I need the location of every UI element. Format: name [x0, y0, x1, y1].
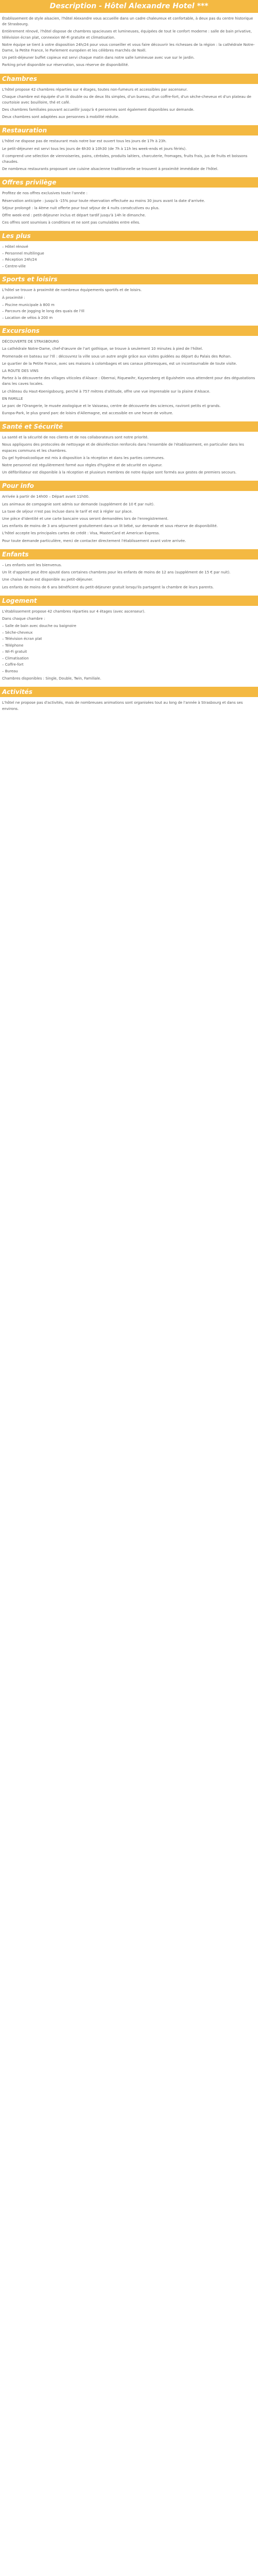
list-item: – Les enfants sont les bienvenus. [2, 563, 256, 568]
section-paragraph: La taxe de séjour n'est pas incluse dans le tarif et est à régler sur place. [2, 509, 133, 514]
section-title: Les plus [0, 231, 258, 241]
section-paragraph: Profitez de nos offres exclusives toute l'année : [2, 191, 88, 196]
intro-paragraph: Parking privé disponible sur réservation, sous réserve de disponibilité. [2, 63, 129, 67]
section-paragraph: Les enfants de moins de 6 ans bénéficient du petit-déjeuner gratuit lorsqu'ils partagent la chambre de leurs parents. [2, 585, 214, 589]
section-paragraph: Une pièce d'identité et une carte bancaire vous seront demandées lors de l'enregistrement. [2, 516, 169, 521]
list-item: – Sèche-cheveux [2, 630, 256, 636]
list-item: – Hôtel rénové [2, 244, 256, 250]
section-list [2, 563, 256, 568]
section-paragraph: Europa-Park, le plus grand parc de loisirs d'Allemagne, est accessible en une heure de voiture. [2, 411, 173, 416]
section-content [0, 700, 258, 711]
section-content [0, 339, 258, 416]
section-title: Chambres [0, 74, 258, 84]
section-list [2, 623, 256, 674]
section-content [0, 87, 258, 121]
intro-paragraph: Établissement de style alsacien, l'hôtel Alexandre vous accueille dans un cadre chaleureux et confortable, à deux pas du centre historique de Strasbourg. [2, 16, 253, 27]
section-paragraph: EN FAMILLE [2, 396, 23, 401]
section-paragraph: Le petit-déjeuner est servi tous les jours de 6h30 à 10h30 (de 7h à 11h les week-ends et jours fériés). [2, 146, 187, 151]
section-title: Logement [0, 596, 258, 606]
page [0, 0, 258, 712]
section-paragraph: Promenade en bateau sur l'Ill : découvrez la ville sous un autre angle grâce aux visites guidées au départ du Palais des Rohan. [2, 354, 232, 359]
list-item: – Climatisation [2, 656, 256, 662]
section-paragraph: Chambres disponibles : Single, Double, Twin, Familiale. [2, 676, 102, 681]
section-paragraph: L'établissement propose 42 chambres réparties sur 4 étages (avec ascenseur). [2, 609, 146, 614]
list-item: – Personnel multilingue [2, 251, 256, 257]
sections [0, 74, 258, 712]
list-item: – Réception 24h/24 [2, 257, 256, 263]
section-content [0, 494, 258, 544]
section-paragraph: À proximité : [2, 295, 25, 300]
section-paragraph: Partez à la découverte des villages viticoles d'Alsace : Obernai, Riquewihr, Kaysersberg et Eguisheim vous attendent pour des dégustations dans les caves locales. [2, 376, 255, 386]
section-paragraph: Les animaux de compagnie sont admis sur demande (supplément de 10 € par nuit). [2, 502, 155, 506]
section-paragraph: Deux chambres sont adaptées aux personnes à mobilité réduite. [2, 115, 120, 120]
section-paragraph: Un défibrillateur est disponible à la réception et plusieurs membres de notre équipe sont formés aux gestes de premiers secours. [2, 470, 237, 475]
section-paragraph: LA ROUTE DES VINS [2, 368, 39, 373]
section-paragraph: Des chambres familiales pouvant accueillir jusqu'à 4 personnes sont également disponibles sur demande. [2, 108, 195, 112]
section-paragraph: Il comprend une sélection de viennoiseries, pains, céréales, produits laitiers, charcuterie, fromages, fruits frais, jus de fruits et boissons chaudes. [2, 154, 248, 164]
section-paragraph: L'hôtel accepte les principales cartes de crédit : Visa, MasterCard et American Express. [2, 531, 160, 536]
list-item: – Bureau [2, 669, 256, 674]
section-paragraph: L'hôtel se trouve à proximité de nombreux équipements sportifs et de loisirs. [2, 288, 142, 293]
section-paragraph: Séjour prolongé : la 4ème nuit offerte pour tout séjour de 4 nuits consécutives ou plus. [2, 206, 160, 210]
list-item: – Parcours de jogging le long des quais de l'Ill [2, 309, 256, 314]
section-title: Excursions [0, 326, 258, 336]
intro-paragraph: Entièrement rénové, l'hôtel dispose de chambres spacieuses et lumineuses, équipées de tout le confort moderne : salle de bain privative, télévision écran plat, connexion Wi-Fi gratuite et climatisation. [2, 29, 252, 40]
section-paragraph: De nombreux restaurants proposant une cuisine alsacienne traditionnelle se trouvent à proximité immédiate de l'hôtel. [2, 167, 219, 172]
section-paragraph: La cathédrale Notre-Dame, chef-d'œuvre de l'art gothique, se trouve à seulement 10 minutes à pied de l'hôtel. [2, 347, 203, 351]
list-item: – Téléphone [2, 643, 256, 649]
section-content [0, 287, 258, 320]
list-item: – Wi-Fi gratuit [2, 649, 256, 655]
section-paragraph: Notre personnel est régulièrement formé aux règles d'hygiène et de sécurité en vigueur. [2, 463, 163, 467]
section-content [0, 435, 258, 476]
section-title: Enfants [0, 549, 258, 560]
section-paragraph: Pour toute demande particulière, merci de contacter directement l'établissement avant votre arrivée. [2, 538, 186, 543]
page-title: Description - Hôtel Alexandre Hotel *** [0, 0, 258, 13]
section-title: Sports et loisirs [0, 274, 258, 284]
section-title: Activités [0, 687, 258, 697]
section-paragraph: Nous appliquons des protocoles de nettoyage et de désinfection renforcés dans l'ensemble de l'établissement, en particulier dans les espaces communs et les chambres. [2, 443, 244, 453]
section-paragraph: Un lit d'appoint peut être ajouté dans certaines chambres pour les enfants de moins de 12 ans (supplément de 15 € par nuit). [2, 570, 231, 575]
list-item: – Coffre-fort [2, 662, 256, 668]
section-paragraph: L'hôtel ne propose pas d'activités, mais de nombreuses animations sont organisées tout au long de l'année à Strasbourg et dans ses environs. [2, 701, 243, 711]
section-title: Santé et Sécurité [0, 421, 258, 432]
intro-paragraph: Notre équipe se tient à votre disposition 24h/24 pour vous conseiller et vous faire découvrir les richesses de la région : la cathédrale Notre-Dame, la Petite France, le Parlement européen et les célèbres marchés de Noël. [2, 42, 255, 53]
section-content [0, 139, 258, 172]
list-item: – Salle de bain avec douche ou baignoire [2, 623, 256, 629]
section-paragraph: Les enfants de moins de 3 ans séjournent gratuitement dans un lit bébé, sur demande et sous réserve de disponibilité. [2, 524, 218, 529]
section-list [2, 244, 256, 269]
section-paragraph: La santé et la sécurité de nos clients et de nos collaborateurs sont notre priorité. [2, 435, 149, 440]
section-paragraph: Dans chaque chambre : [2, 616, 45, 621]
section-paragraph: Une chaise haute est disponible au petit-déjeuner. [2, 578, 93, 582]
section-paragraph: Offre week-end : petit-déjeuner inclus et départ tardif jusqu'à 14h le dimanche. [2, 213, 146, 217]
list-item: – Télévision écran plat [2, 636, 256, 642]
section-list [2, 302, 256, 321]
section-paragraph: Le château du Haut-Koenigsbourg, perché à 757 mètres d'altitude, offre une vue imprenable sur la plaine d'Alsace. [2, 389, 211, 394]
section-title: Restauration [0, 125, 258, 135]
section-title: Offres privilège [0, 177, 258, 188]
section-paragraph: Ces offres sont soumises à conditions et ne sont pas cumulables entre elles. [2, 221, 140, 225]
list-item: – Piscine municipale à 800 m [2, 302, 256, 308]
section-paragraph: Le quartier de la Petite France, avec ses maisons à colombages et ses canaux pittoresques, est un incontournable de toute visite. [2, 361, 237, 366]
section-content [0, 244, 258, 269]
list-item: – Location de vélos à 200 m [2, 315, 256, 321]
section-content [0, 191, 258, 226]
section-title: Pour info [0, 481, 258, 491]
section-paragraph: Réservation anticipée : jusqu'à -15% pour toute réservation effectuée au moins 30 jours avant la date d'arrivée. [2, 198, 205, 203]
section-paragraph: DÉCOUVERTE DE STRASBOURG [2, 340, 59, 344]
intro [0, 16, 258, 69]
list-item: – Centre-ville [2, 264, 256, 269]
section-paragraph: Du gel hydroalcoolique est mis à disposition à la réception et dans les parties communes. [2, 455, 165, 460]
intro-paragraph: Un petit-déjeuner buffet copieux est servi chaque matin dans notre salle lumineuse avec vue sur le jardin. [2, 56, 195, 60]
section-paragraph: Le parc de l'Orangerie, le musée zoologique et le Vaisseau, centre de découverte des sciences, raviront petits et grands. [2, 403, 221, 408]
section-paragraph: Arrivée à partir de 14h00 – Départ avant 11h00. [2, 495, 90, 499]
section-content [0, 563, 258, 590]
section-paragraph: L'hôtel propose 42 chambres réparties sur 4 étages, toutes non-fumeurs et accessibles par ascenseur. [2, 87, 188, 92]
section-paragraph: L'hôtel ne dispose pas de restaurant mais notre bar est ouvert tous les jours de 17h à 23h. [2, 139, 167, 144]
section-paragraph: Chaque chambre est équipée d'un lit double ou de deux lits simples, d'un bureau, d'un coffre-fort, d'un sèche-cheveux et d'un plateau de courtoisie avec bouilloire, thé et café. [2, 94, 251, 105]
section-content [0, 609, 258, 682]
